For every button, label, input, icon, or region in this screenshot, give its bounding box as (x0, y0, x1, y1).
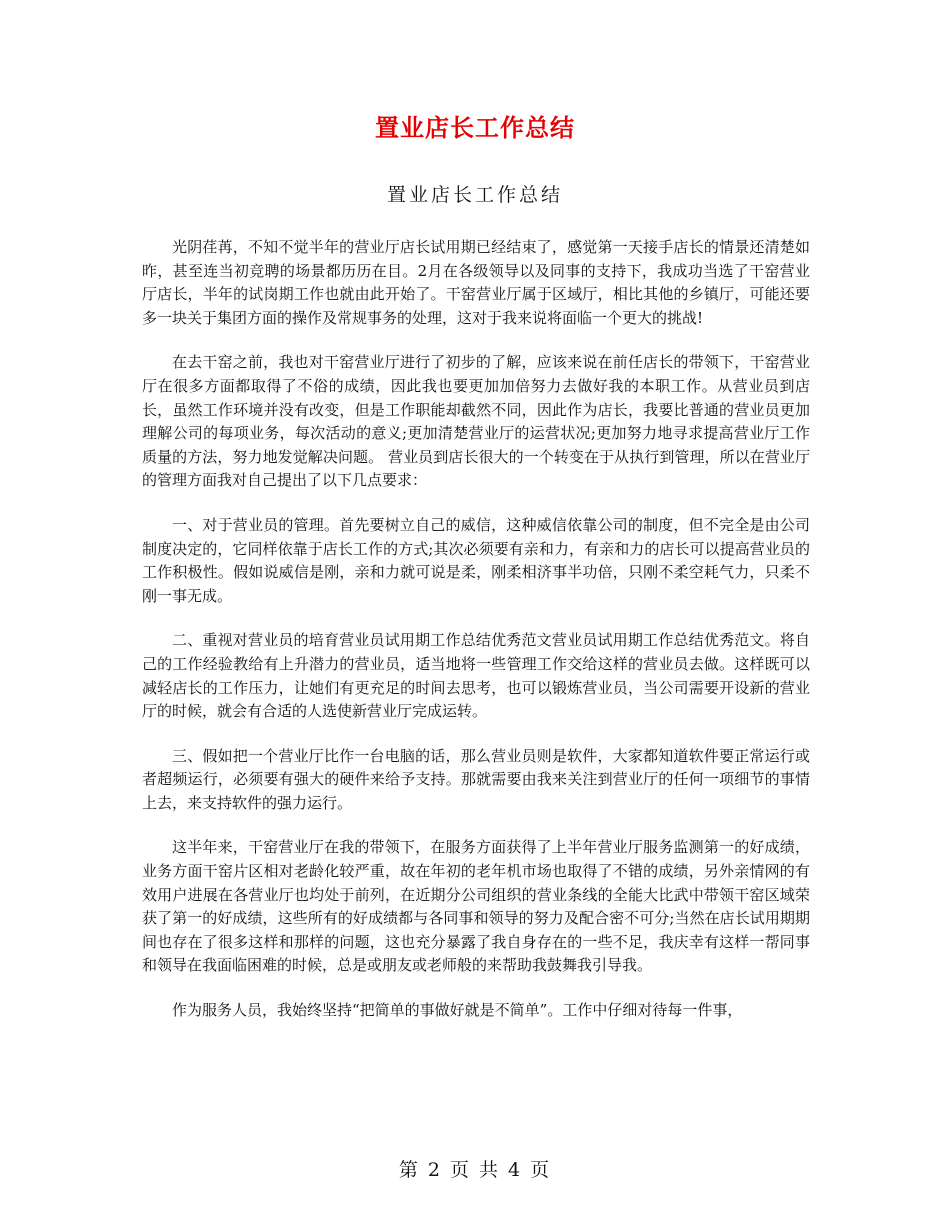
paragraph: 作为服务人员，我始终坚持“把简单的事做好就是不简单”。工作中仔细对待每一件事， (172, 1001, 743, 1020)
paragraph: 在去干窑之前，我也对干窑营业厅进行了初步的了解，应该来说在前任店长的带领下，干窑营业厅在很多方面都取得了不俗的成绩，因此我也要更加加倍努力去做好我的本职工作。从营业员到店长，虽然工作环境并没有改变，但是工作职能却截然不同，因此作为店长，我要比普通的营业员更加理解公司的每项业务，每次活动的意义;更加清楚营业厅的运营状况;更加努力地寻求提高营业厅工作质量的方法，努力地发觉解决问题。 营业员到店长很大的一个转变在于从执行到管理，所以在营业厅的管理方面我对自己提出了以下几点要求： (142, 353, 810, 490)
document-subtitle: 置业店长工作总结 (386, 184, 563, 206)
paragraph: 二、重视对营业员的培育营业员试用期工作总结优秀范文营业员试用期工作总结优秀范文。将自己的工作经验教给有上升潜力的营业员，适当地将一些管理工作交给这样的营业员去做。这样既可以减轻店长的工作压力，让她们有更充足的时间去思考，也可以锻炼营业员，当公司需要开设新的营业厅的时候，就会有合适的人选使新营业厅完成运转。 (142, 631, 810, 721)
paragraph: 光阴荏苒，不知不觉半年的营业厅店长试用期已经结束了，感觉第一天接手店长的情景还清楚如昨，甚至连当初竞聘的场景都历历在目。2月在各级领导以及同事的支持下，我成功当选了干窑营业厅店长，半年的试岗期工作也就由此开始了。干窑营业厅属于区域厅，相比其他的乡镇厅，可能还要多一块关于集团方面的操作及常规事务的处理，这对于我来说将面临一个更大的挑战! (142, 238, 810, 327)
paragraph: 这半年来，干窑营业厅在我的带领下，在服务方面获得了上半年营业厅服务监测第一的好成绩，业务方面干窑片区相对老龄化较严重，故在年初的老年机市场也取得了不错的成绩，另外亲情网的有效用户进展在各营业厅也均处于前列，在近期分公司组织的营业条线的全能大比武中带领干窑区域荣获了第一的好成绩，这些所有的好成绩都与各同事和领导的努力及配合密不可分;当然在店长试用期期间也存在了很多这样和那样的问题，这也充分暴露了我自身存在的一些不足，我庆幸有这样一帮同事和领导在我面临困难的时候，总是或朋友或老师般的来帮助我鼓舞我引导我。 (142, 838, 810, 975)
paragraph: 一、对于营业员的管理。首先要树立自己的威信，这种威信依靠公司的制度，但不完全是由公司制度决定的，它同样依靠于店长工作的方式;其次必须要有亲和力，有亲和力的店长可以提高营业员的工作积极性。假如说威信是刚，亲和力就可说是柔，刚柔相济事半功倍，只刚不柔空耗气力，只柔不刚一事无成。 (142, 515, 810, 605)
paragraph: 三、假如把一个营业厅比作一台电脑的话，那么营业员则是软件，大家都知道软件要正常运行或者超频运行，必须要有强大的硬件来给予支持。那就需要由我来关注到营业厅的任何一项细节的事情上去，来支持软件的强力运行。 (142, 746, 810, 812)
document-title: 置业店长工作总结 (375, 114, 575, 142)
page-number-footer: 第 2 页 共 4 页 (398, 1159, 552, 1181)
document-body (142, 236, 810, 1044)
